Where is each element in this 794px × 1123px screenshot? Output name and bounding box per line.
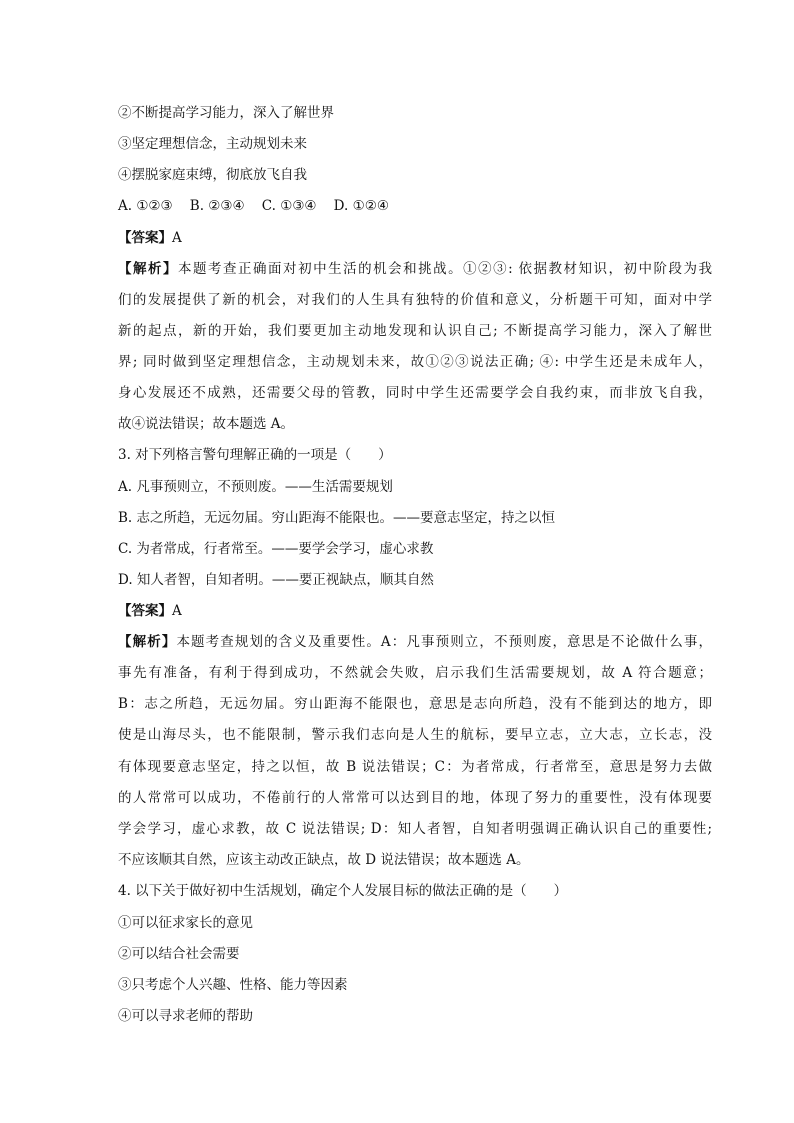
q3-analysis-line: 使是山海尽头，也不能限制，警示我们志向是人生的航标，要早立志，立大志，立长志，没	[118, 727, 712, 743]
q3-answer	[118, 602, 718, 620]
answer-label: 【答案】	[118, 230, 172, 246]
q4-option-2: ②可以结合社会需要	[118, 946, 240, 962]
q3-analysis-line: 有体现要意志坚定，持之以恒，故 B 说法错误；C：为者常成，行者常至，意思是努力去做	[118, 759, 712, 775]
q4-option-3: ③只考虑个人兴趣、性格、能力等因素	[118, 977, 348, 993]
analysis-label: 【解析】	[118, 261, 179, 277]
q2-analysis-line: 新的起点，新的开始，我们要更加主动地发现和认识自己; 不断提高学习能力，深入了解世	[118, 323, 712, 339]
q2-analysis-line: 们的发展提供了新的机会，对我们的人生具有独特的价值和意义，分析题干可知，面对中学	[118, 292, 712, 308]
q3-analysis-line: 的人常常可以成功，不倦前行的人常常可以达到目的地，体现了努力的重要性，没有体现要	[118, 790, 712, 806]
q4-stem: 4. 以下关于做好初中生活规划，确定个人发展目标的做法正确的是（ ）	[118, 883, 568, 899]
q3-option-d: D. 知人者智，自知者明。——要正视缺点，顺其自然	[118, 572, 434, 588]
q2-analysis-line: 界; 同时做到坚定理想信念，主动规划未来，故①②③说法正确; ④: 中学生还是未成年人，	[118, 354, 712, 370]
q3-analysis-line: 不应该顺其自然，应该主动改正缺点，故 D 说法错误；故本题选 A。	[118, 852, 530, 868]
q2-option-2: ②不断提高学习能力，深入了解世界	[118, 105, 334, 121]
q2-option-4: ④摆脱家庭束缚，彻底放飞自我	[118, 167, 307, 183]
q2-choices: A. ①②③ B. ②③④ C. ①③④ D. ①②④	[118, 198, 389, 214]
answer-value: A	[172, 230, 182, 246]
q3-option-b: B. 志之所趋，无远勿届。穷山距海不能限也。——要意志坚定，持之以恒	[118, 510, 556, 526]
q2-analysis-line: 身心发展还不成熟，还需要父母的管教，同时中学生还需要学会自我约束，而非放飞自我，	[118, 385, 712, 401]
q3-analysis-line	[118, 633, 712, 651]
q3-option-a: A. 凡事预则立，不预则废。——生活需要规划	[118, 479, 393, 495]
analysis-text: 本题考查正确面对初中生活的机会和挑战。①②③: 依据教材知识，初中阶段为我	[178, 261, 713, 277]
analysis-label: 【解析】	[118, 634, 177, 650]
q2-analysis-line	[118, 260, 712, 278]
q3-analysis-line: 学会学习，虚心求教，故 C 说法错误; D：知人者智，自知者明强调正确认识自己的重要性;	[118, 821, 712, 837]
answer-label: 【答案】	[118, 603, 172, 619]
q2-analysis-line: 故④说法错误；故本题选 A。	[118, 416, 295, 432]
q2-option-3: ③坚定理想信念，主动规划未来	[118, 136, 307, 152]
q3-option-c: C. 为者常成，行者常至。——要学会学习，虚心求教	[118, 541, 434, 557]
q3-analysis-line: B：志之所趋，无远勿届。穷山距海不能限也，意思是志向所趋，没有不能到达的地方，即	[118, 696, 712, 712]
analysis-text: 本题考查规划的含义及重要性。A：凡事预则立，不预则废，意思是不论做什么事，	[176, 634, 713, 650]
q3-stem: 3. 对下列格言警句理解正确的一项是（ ）	[118, 447, 392, 463]
q4-option-1: ①可以征求家长的意见	[118, 915, 253, 931]
q4-option-4: ④可以寻求老师的帮助	[118, 1008, 253, 1024]
answer-value: A	[172, 603, 182, 619]
q3-analysis-line: 事先有准备，有利于得到成功，不然就会失败，启示我们生活需要规划，故 A 符合题意；	[118, 665, 712, 681]
q2-answer	[118, 229, 718, 247]
